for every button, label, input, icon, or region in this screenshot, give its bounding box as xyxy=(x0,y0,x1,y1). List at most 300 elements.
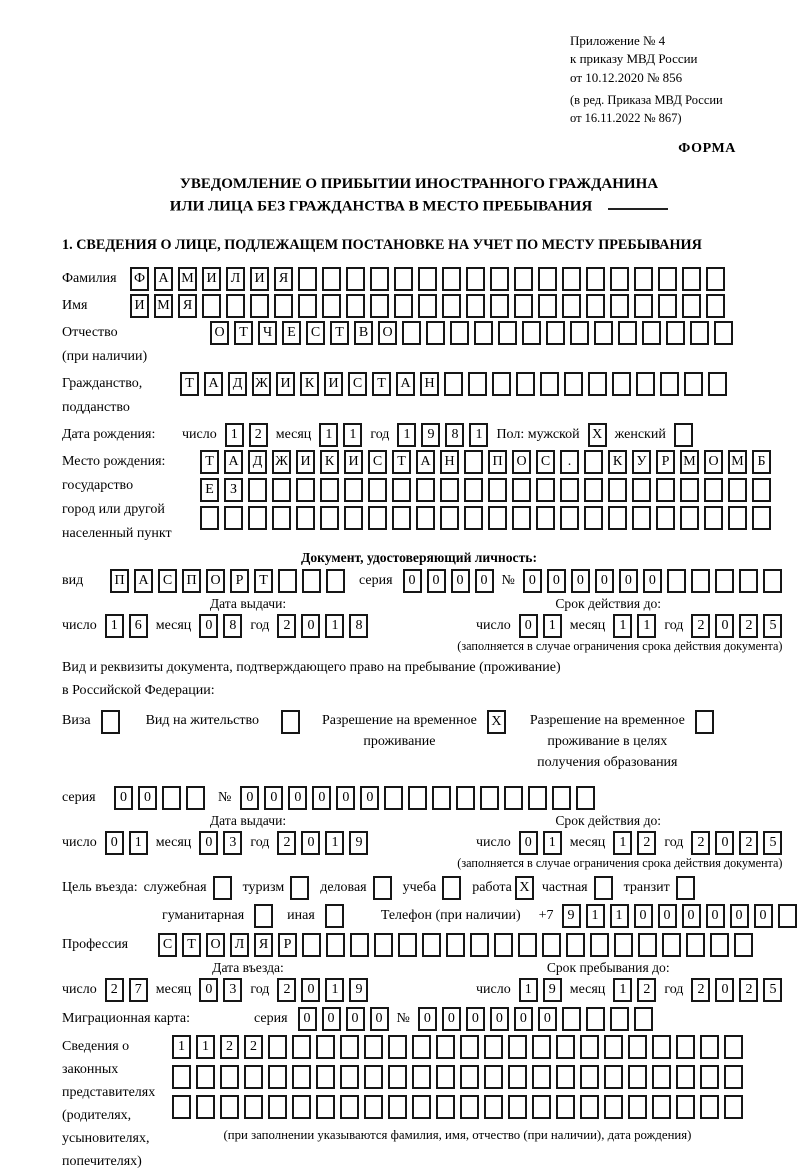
given-name-cell[interactable] xyxy=(394,294,413,318)
profession-cell[interactable] xyxy=(422,933,441,957)
citizenship-cell[interactable] xyxy=(492,372,511,396)
purpose-study-checkbox[interactable] xyxy=(442,876,461,900)
patronymic-cell[interactable] xyxy=(426,321,445,345)
migration-number-cell[interactable] xyxy=(586,1007,605,1031)
identity-type-cell[interactable]: Т xyxy=(254,569,273,593)
given-name-cell[interactable] xyxy=(226,294,245,318)
birth-place-cell[interactable] xyxy=(488,478,507,502)
date-cell[interactable]: 6 xyxy=(129,614,148,638)
date-cell[interactable]: 2 xyxy=(739,831,758,855)
identity-number-cell[interactable] xyxy=(715,569,734,593)
surname-cell[interactable] xyxy=(538,267,557,291)
date-cell[interactable]: 8 xyxy=(223,614,242,638)
patronymic-cell[interactable]: О xyxy=(378,321,397,345)
profession-cell[interactable] xyxy=(302,933,321,957)
profession-cell[interactable] xyxy=(566,933,585,957)
profession-cell[interactable]: С xyxy=(158,933,177,957)
legal-cell[interactable] xyxy=(604,1065,623,1089)
residence-series-cell[interactable]: 0 xyxy=(138,786,157,810)
date-cell[interactable]: 9 xyxy=(349,978,368,1002)
legal-cell[interactable] xyxy=(388,1095,407,1119)
residence-number-cell[interactable] xyxy=(552,786,571,810)
date-cell[interactable]: 0 xyxy=(715,831,734,855)
phone-cell[interactable]: 1 xyxy=(586,904,605,928)
birth-place-cell[interactable]: А xyxy=(416,450,435,474)
birth-place-cell[interactable]: Т xyxy=(392,450,411,474)
phone-cell[interactable]: 0 xyxy=(658,904,677,928)
phone-cell[interactable]: 0 xyxy=(706,904,725,928)
legal-cell[interactable] xyxy=(580,1065,599,1089)
citizenship-cell[interactable] xyxy=(588,372,607,396)
birth-place-cell[interactable]: Н xyxy=(440,450,459,474)
birth-place-cell[interactable] xyxy=(344,478,363,502)
date-cell[interactable]: 2 xyxy=(691,978,710,1002)
legal-cell[interactable] xyxy=(676,1095,695,1119)
birth-place-cell[interactable] xyxy=(680,478,699,502)
citizenship-cell[interactable] xyxy=(636,372,655,396)
birth-place-cell[interactable]: О xyxy=(512,450,531,474)
citizenship-cell[interactable] xyxy=(708,372,727,396)
surname-cell[interactable] xyxy=(634,267,653,291)
profession-cell[interactable] xyxy=(446,933,465,957)
residence-permit-checkbox[interactable] xyxy=(281,710,300,734)
legal-cell[interactable] xyxy=(460,1065,479,1089)
legal-cell[interactable] xyxy=(316,1035,335,1059)
phone-cell[interactable]: 1 xyxy=(610,904,629,928)
surname-cell[interactable]: И xyxy=(250,267,269,291)
identity-number-cell[interactable]: 0 xyxy=(595,569,614,593)
migration-number-cell[interactable] xyxy=(634,1007,653,1031)
surname-cell[interactable] xyxy=(394,267,413,291)
patronymic-cell[interactable] xyxy=(498,321,517,345)
date-cell[interactable]: 2 xyxy=(691,614,710,638)
identity-number-cell[interactable]: 0 xyxy=(571,569,590,593)
legal-cell[interactable] xyxy=(508,1065,527,1089)
citizenship-cell[interactable] xyxy=(660,372,679,396)
legal-cell[interactable] xyxy=(652,1095,671,1119)
legal-cell[interactable] xyxy=(532,1095,551,1119)
migration-series-cell[interactable]: 0 xyxy=(322,1007,341,1031)
profession-cell[interactable] xyxy=(542,933,561,957)
given-name-cell[interactable] xyxy=(562,294,581,318)
legal-cell[interactable] xyxy=(604,1035,623,1059)
given-name-cell[interactable] xyxy=(634,294,653,318)
legal-cell[interactable] xyxy=(220,1095,239,1119)
citizenship-cell[interactable]: К xyxy=(300,372,319,396)
identity-type-cell[interactable]: С xyxy=(158,569,177,593)
date-cell[interactable]: 2 xyxy=(105,978,124,1002)
patronymic-cell[interactable]: Т xyxy=(330,321,349,345)
phone-cell[interactable]: 9 xyxy=(562,904,581,928)
given-name-cell[interactable] xyxy=(466,294,485,318)
profession-cell[interactable] xyxy=(686,933,705,957)
migration-number-cell[interactable]: 0 xyxy=(538,1007,557,1031)
citizenship-cell[interactable] xyxy=(540,372,559,396)
citizenship-cell[interactable]: Т xyxy=(180,372,199,396)
given-name-cell[interactable] xyxy=(346,294,365,318)
birth-place-cell[interactable]: Ж xyxy=(272,450,291,474)
legal-cell[interactable] xyxy=(700,1065,719,1089)
legal-cell[interactable] xyxy=(220,1065,239,1089)
date-cell[interactable]: 1 xyxy=(105,614,124,638)
identity-number-cell[interactable] xyxy=(667,569,686,593)
sex-female-checkbox[interactable] xyxy=(674,423,693,447)
date-cell[interactable]: 2 xyxy=(277,831,296,855)
legal-cell[interactable] xyxy=(388,1065,407,1089)
birth-place-cell[interactable] xyxy=(728,506,747,530)
migration-number-cell[interactable]: 0 xyxy=(442,1007,461,1031)
surname-cell[interactable]: И xyxy=(202,267,221,291)
birth-place-cell[interactable] xyxy=(368,506,387,530)
residence-number-cell[interactable]: 0 xyxy=(264,786,283,810)
birth-place-cell[interactable] xyxy=(416,478,435,502)
birth-place-cell[interactable] xyxy=(200,506,219,530)
birth-place-cell[interactable] xyxy=(704,478,723,502)
birth-place-cell[interactable] xyxy=(752,478,771,502)
date-cell[interactable]: 0 xyxy=(301,831,320,855)
phone-cell[interactable]: 0 xyxy=(730,904,749,928)
birth-place-cell[interactable] xyxy=(512,478,531,502)
phone-cell[interactable]: 0 xyxy=(682,904,701,928)
profession-cell[interactable] xyxy=(374,933,393,957)
surname-cell[interactable] xyxy=(562,267,581,291)
date-cell[interactable]: 2 xyxy=(739,978,758,1002)
migration-series-cell[interactable]: 0 xyxy=(370,1007,389,1031)
birth-place-cell[interactable] xyxy=(440,478,459,502)
purpose-official-checkbox[interactable] xyxy=(213,876,232,900)
legal-cell[interactable] xyxy=(484,1095,503,1119)
date-cell[interactable]: 0 xyxy=(199,831,218,855)
legal-cell[interactable] xyxy=(268,1095,287,1119)
birth-place-cell[interactable]: У xyxy=(632,450,651,474)
legal-cell[interactable] xyxy=(460,1035,479,1059)
residence-number-cell[interactable] xyxy=(528,786,547,810)
legal-cell[interactable]: 2 xyxy=(220,1035,239,1059)
birth-place-cell[interactable] xyxy=(632,506,651,530)
date-cell[interactable]: 2 xyxy=(637,978,656,1002)
given-name-cell[interactable] xyxy=(274,294,293,318)
legal-cell[interactable] xyxy=(364,1095,383,1119)
birth-place-cell[interactable] xyxy=(584,478,603,502)
legal-cell[interactable] xyxy=(292,1095,311,1119)
patronymic-cell[interactable] xyxy=(666,321,685,345)
citizenship-cell[interactable]: А xyxy=(396,372,415,396)
residence-number-cell[interactable] xyxy=(480,786,499,810)
migration-number-cell[interactable] xyxy=(562,1007,581,1031)
date-cell[interactable]: 1 xyxy=(129,831,148,855)
identity-number-cell[interactable]: 0 xyxy=(619,569,638,593)
patronymic-cell[interactable]: Т xyxy=(234,321,253,345)
legal-cell[interactable] xyxy=(556,1035,575,1059)
date-cell[interactable]: 1 xyxy=(543,831,562,855)
date-cell[interactable]: 2 xyxy=(739,614,758,638)
residence-number-cell[interactable] xyxy=(432,786,451,810)
legal-cell[interactable] xyxy=(388,1035,407,1059)
birth-place-cell[interactable] xyxy=(296,506,315,530)
given-name-cell[interactable] xyxy=(682,294,701,318)
birth-place-cell[interactable]: С xyxy=(368,450,387,474)
birth-place-cell[interactable] xyxy=(416,506,435,530)
purpose-humanitarian-checkbox[interactable] xyxy=(254,904,273,928)
given-name-cell[interactable] xyxy=(538,294,557,318)
date-cell[interactable]: 0 xyxy=(301,978,320,1002)
birth-day-cell[interactable]: 2 xyxy=(249,423,268,447)
migration-number-cell[interactable]: 0 xyxy=(490,1007,509,1031)
legal-cell[interactable] xyxy=(676,1035,695,1059)
identity-type-cell[interactable] xyxy=(278,569,297,593)
patronymic-cell[interactable] xyxy=(714,321,733,345)
temp-residence-checkbox[interactable]: X xyxy=(487,710,506,734)
date-cell[interactable]: 0 xyxy=(199,978,218,1002)
legal-cell[interactable] xyxy=(436,1065,455,1089)
given-name-cell[interactable] xyxy=(250,294,269,318)
identity-type-cell[interactable]: П xyxy=(110,569,129,593)
purpose-work-checkbox[interactable]: X xyxy=(515,876,534,900)
legal-cell[interactable] xyxy=(436,1095,455,1119)
birth-place-cell[interactable]: Р xyxy=(656,450,675,474)
surname-cell[interactable] xyxy=(682,267,701,291)
surname-cell[interactable] xyxy=(298,267,317,291)
legal-cell[interactable] xyxy=(292,1065,311,1089)
profession-cell[interactable] xyxy=(350,933,369,957)
surname-cell[interactable]: М xyxy=(178,267,197,291)
birth-place-cell[interactable] xyxy=(536,506,555,530)
date-cell[interactable]: 8 xyxy=(349,614,368,638)
identity-number-cell[interactable]: 0 xyxy=(523,569,542,593)
birth-place-cell[interactable]: С xyxy=(536,450,555,474)
profession-cell[interactable] xyxy=(518,933,537,957)
given-name-cell[interactable] xyxy=(514,294,533,318)
legal-cell[interactable] xyxy=(652,1065,671,1089)
date-cell[interactable]: 1 xyxy=(325,614,344,638)
citizenship-cell[interactable] xyxy=(684,372,703,396)
citizenship-cell[interactable] xyxy=(444,372,463,396)
given-name-cell[interactable] xyxy=(706,294,725,318)
identity-series-cell[interactable]: 0 xyxy=(427,569,446,593)
identity-number-cell[interactable] xyxy=(763,569,782,593)
date-cell[interactable]: 9 xyxy=(349,831,368,855)
given-name-cell[interactable] xyxy=(658,294,677,318)
profession-cell[interactable] xyxy=(590,933,609,957)
residence-number-cell[interactable] xyxy=(408,786,427,810)
birth-month-cell[interactable]: 1 xyxy=(343,423,362,447)
surname-cell[interactable] xyxy=(658,267,677,291)
birth-place-cell[interactable]: З xyxy=(224,478,243,502)
purpose-private-checkbox[interactable] xyxy=(594,876,613,900)
birth-place-cell[interactable]: Е xyxy=(200,478,219,502)
given-name-cell[interactable] xyxy=(370,294,389,318)
residence-series-cell[interactable] xyxy=(186,786,205,810)
patronymic-cell[interactable] xyxy=(618,321,637,345)
birth-place-cell[interactable] xyxy=(224,506,243,530)
given-name-cell[interactable] xyxy=(586,294,605,318)
surname-cell[interactable] xyxy=(586,267,605,291)
legal-cell[interactable] xyxy=(724,1095,743,1119)
migration-series-cell[interactable]: 0 xyxy=(298,1007,317,1031)
profession-cell[interactable]: Я xyxy=(254,933,273,957)
residence-number-cell[interactable]: 0 xyxy=(336,786,355,810)
legal-cell[interactable] xyxy=(364,1035,383,1059)
legal-cell[interactable] xyxy=(340,1095,359,1119)
birth-place-cell[interactable] xyxy=(272,506,291,530)
birth-place-cell[interactable]: М xyxy=(728,450,747,474)
legal-cell[interactable] xyxy=(652,1035,671,1059)
surname-cell[interactable] xyxy=(610,267,629,291)
residence-series-cell[interactable]: 0 xyxy=(114,786,133,810)
citizenship-cell[interactable]: И xyxy=(276,372,295,396)
date-cell[interactable]: 5 xyxy=(763,978,782,1002)
legal-cell[interactable] xyxy=(412,1065,431,1089)
legal-cell[interactable]: 2 xyxy=(244,1035,263,1059)
legal-cell[interactable]: 1 xyxy=(196,1035,215,1059)
legal-cell[interactable] xyxy=(244,1095,263,1119)
birth-place-cell[interactable]: П xyxy=(488,450,507,474)
birth-place-cell[interactable] xyxy=(392,506,411,530)
legal-cell[interactable] xyxy=(172,1065,191,1089)
patronymic-cell[interactable] xyxy=(522,321,541,345)
patronymic-cell[interactable] xyxy=(642,321,661,345)
date-cell[interactable]: 1 xyxy=(613,831,632,855)
citizenship-cell[interactable]: Т xyxy=(372,372,391,396)
legal-cell[interactable] xyxy=(412,1095,431,1119)
sex-male-checkbox[interactable]: X xyxy=(588,423,607,447)
date-cell[interactable]: 7 xyxy=(129,978,148,1002)
birth-place-cell[interactable]: . xyxy=(560,450,579,474)
purpose-tourism-checkbox[interactable] xyxy=(290,876,309,900)
birth-place-cell[interactable] xyxy=(512,506,531,530)
surname-cell[interactable] xyxy=(466,267,485,291)
birth-place-cell[interactable]: Б xyxy=(752,450,771,474)
surname-cell[interactable] xyxy=(418,267,437,291)
residence-number-cell[interactable] xyxy=(456,786,475,810)
surname-cell[interactable] xyxy=(322,267,341,291)
residence-number-cell[interactable] xyxy=(576,786,595,810)
birth-place-cell[interactable] xyxy=(680,506,699,530)
identity-number-cell[interactable]: 0 xyxy=(643,569,662,593)
legal-cell[interactable] xyxy=(532,1065,551,1089)
citizenship-cell[interactable]: Д xyxy=(228,372,247,396)
birth-place-cell[interactable] xyxy=(320,506,339,530)
surname-cell[interactable]: Ф xyxy=(130,267,149,291)
given-name-cell[interactable]: М xyxy=(154,294,173,318)
date-cell[interactable]: 0 xyxy=(715,978,734,1002)
patronymic-cell[interactable]: Ч xyxy=(258,321,277,345)
birth-place-cell[interactable]: Т xyxy=(200,450,219,474)
birth-place-cell[interactable] xyxy=(560,478,579,502)
surname-cell[interactable] xyxy=(490,267,509,291)
birth-place-cell[interactable]: К xyxy=(320,450,339,474)
birth-place-cell[interactable]: Д xyxy=(248,450,267,474)
residence-number-cell[interactable]: 0 xyxy=(240,786,259,810)
legal-cell[interactable] xyxy=(580,1035,599,1059)
birth-month-cell[interactable]: 1 xyxy=(319,423,338,447)
identity-type-cell[interactable]: А xyxy=(134,569,153,593)
legal-cell[interactable] xyxy=(196,1065,215,1089)
date-cell[interactable]: 1 xyxy=(519,978,538,1002)
date-cell[interactable]: 2 xyxy=(277,614,296,638)
birth-place-cell[interactable] xyxy=(536,478,555,502)
temp-residence-edu-checkbox[interactable] xyxy=(695,710,714,734)
purpose-transit-checkbox[interactable] xyxy=(676,876,695,900)
legal-cell[interactable] xyxy=(700,1035,719,1059)
date-cell[interactable]: 9 xyxy=(543,978,562,1002)
birth-place-cell[interactable] xyxy=(464,450,483,474)
birth-place-cell[interactable] xyxy=(368,478,387,502)
birth-place-cell[interactable]: И xyxy=(344,450,363,474)
profession-cell[interactable]: Л xyxy=(230,933,249,957)
birth-place-cell[interactable] xyxy=(296,478,315,502)
citizenship-cell[interactable] xyxy=(516,372,535,396)
birth-place-cell[interactable] xyxy=(608,506,627,530)
date-cell[interactable]: 1 xyxy=(613,614,632,638)
residence-number-cell[interactable]: 0 xyxy=(312,786,331,810)
identity-series-cell[interactable]: 0 xyxy=(475,569,494,593)
migration-number-cell[interactable]: 0 xyxy=(466,1007,485,1031)
patronymic-cell[interactable] xyxy=(594,321,613,345)
birth-place-cell[interactable] xyxy=(248,506,267,530)
legal-cell[interactable] xyxy=(316,1095,335,1119)
legal-cell[interactable] xyxy=(436,1035,455,1059)
date-cell[interactable]: 0 xyxy=(519,831,538,855)
birth-place-cell[interactable] xyxy=(728,478,747,502)
legal-cell[interactable] xyxy=(484,1065,503,1089)
legal-cell[interactable] xyxy=(580,1095,599,1119)
citizenship-cell[interactable]: И xyxy=(324,372,343,396)
profession-cell[interactable] xyxy=(614,933,633,957)
citizenship-cell[interactable] xyxy=(612,372,631,396)
legal-cell[interactable] xyxy=(412,1035,431,1059)
patronymic-cell[interactable] xyxy=(570,321,589,345)
given-name-cell[interactable]: И xyxy=(130,294,149,318)
citizenship-cell[interactable]: А xyxy=(204,372,223,396)
birth-place-cell[interactable] xyxy=(656,506,675,530)
date-cell[interactable]: 0 xyxy=(199,614,218,638)
patronymic-cell[interactable] xyxy=(690,321,709,345)
phone-cell[interactable] xyxy=(778,904,797,928)
birth-place-cell[interactable]: А xyxy=(224,450,243,474)
profession-cell[interactable] xyxy=(494,933,513,957)
patronymic-cell[interactable]: В xyxy=(354,321,373,345)
birth-place-cell[interactable] xyxy=(560,506,579,530)
legal-cell[interactable] xyxy=(508,1095,527,1119)
legal-cell[interactable] xyxy=(700,1095,719,1119)
birth-place-cell[interactable]: М xyxy=(680,450,699,474)
date-cell[interactable]: 0 xyxy=(519,614,538,638)
profession-cell[interactable] xyxy=(734,933,753,957)
legal-cell[interactable] xyxy=(604,1095,623,1119)
birth-place-cell[interactable]: О xyxy=(704,450,723,474)
phone-cell[interactable]: 0 xyxy=(754,904,773,928)
date-cell[interactable]: 0 xyxy=(301,614,320,638)
residence-number-cell[interactable]: 0 xyxy=(360,786,379,810)
date-cell[interactable]: 1 xyxy=(325,831,344,855)
patronymic-cell[interactable]: О xyxy=(210,321,229,345)
residence-number-cell[interactable] xyxy=(504,786,523,810)
date-cell[interactable]: 5 xyxy=(763,614,782,638)
legal-cell[interactable] xyxy=(364,1065,383,1089)
given-name-cell[interactable] xyxy=(418,294,437,318)
legal-cell[interactable] xyxy=(628,1095,647,1119)
profession-cell[interactable] xyxy=(398,933,417,957)
date-cell[interactable]: 2 xyxy=(637,831,656,855)
migration-series-cell[interactable]: 0 xyxy=(346,1007,365,1031)
profession-cell[interactable] xyxy=(638,933,657,957)
given-name-cell[interactable] xyxy=(202,294,221,318)
legal-cell[interactable] xyxy=(724,1065,743,1089)
patronymic-cell[interactable] xyxy=(450,321,469,345)
birth-place-cell[interactable] xyxy=(656,478,675,502)
date-cell[interactable]: 3 xyxy=(223,831,242,855)
